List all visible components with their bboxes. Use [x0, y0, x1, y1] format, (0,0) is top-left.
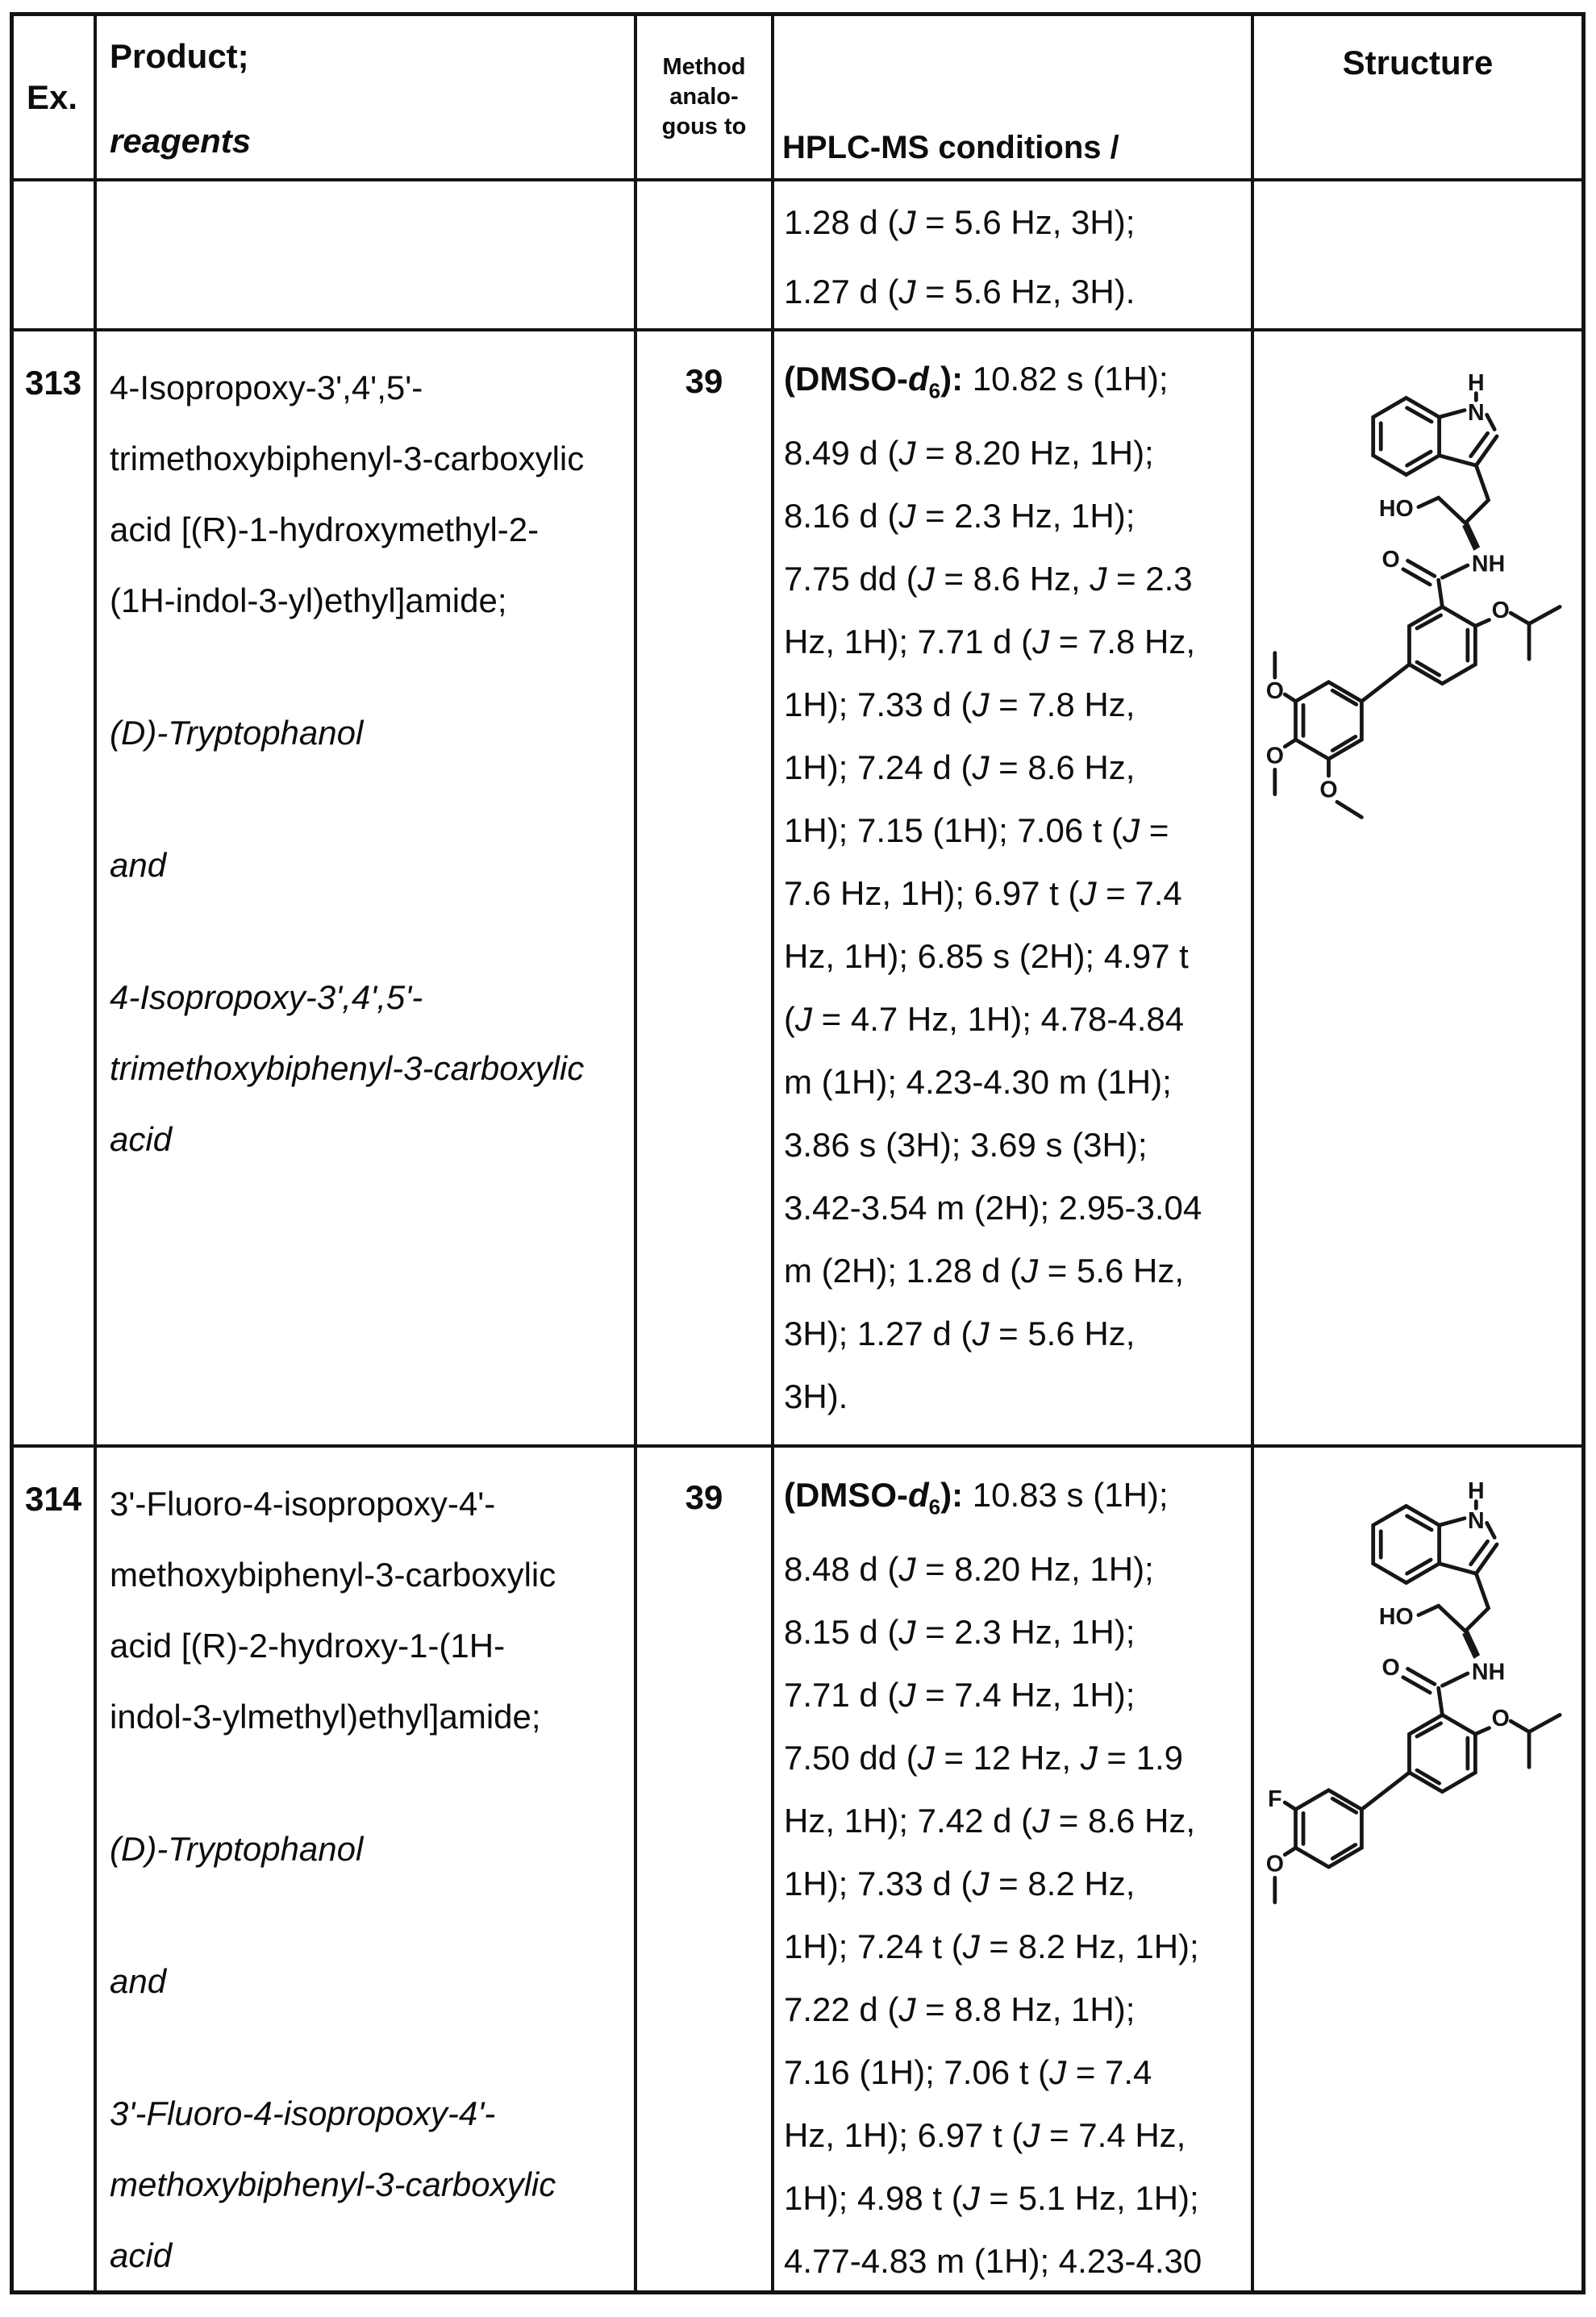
- continuation-structure-cell: [1254, 181, 1581, 331]
- structure-cell-313: [1254, 331, 1581, 1448]
- stereo-wedge-bond: [1462, 1631, 1480, 1659]
- column-header-product-title: Product;: [110, 37, 249, 75]
- continuation-ex-cell: [14, 181, 97, 331]
- chemical-structure-drawing-314: [1256, 1464, 1578, 1948]
- atom-label-fluoro: F: [1268, 1786, 1282, 1812]
- atom-label-methoxy-o: O: [1265, 1851, 1284, 1877]
- column-header-ex-label: Ex.: [27, 77, 78, 116]
- example-number-314: [14, 1448, 97, 2290]
- structure-cell-314: [1254, 1448, 1581, 2290]
- bond-lines: [1275, 394, 1560, 818]
- method-number-label: 39: [685, 1478, 723, 1516]
- atom-label-ether-o: O: [1491, 1705, 1510, 1731]
- example-number-313: [14, 331, 97, 1448]
- product-cell-314: [97, 1448, 637, 2290]
- atom-label-amide-nh: NH: [1471, 551, 1506, 577]
- column-header-hplc-nmr-label: HPLC-MS conditions /: [782, 130, 1119, 165]
- continuation-nmr-cell: 1.28 d (J = 5.6 Hz, 3H); 1.27 d (J = 5.6 Hz, 3H).: [774, 181, 1254, 331]
- method-number-label: 39: [685, 362, 723, 400]
- column-header-method-label: Method analo- gous to: [661, 54, 747, 140]
- atom-label-methoxy3-o: O: [1319, 777, 1338, 803]
- nmr-cell-313: $(DMSO-d_6)$: 10.82 s (1H); 8.49 d (J = 8.20 Hz, 1H); 8.16 d (J = 2.3 Hz, 1H); 7.75 dd (J = 8.6 Hz, J = 2.3 Hz, 1H); 7.71 d (J = 7.8 Hz, 1H); 7.33 d (J = 7.8 Hz, 1H); 7.24 d (J = 8.6 Hz, 1H); 7.15 (1H); 7.06 t (J = 7.6 Hz, 1H); 6.97 t (J = 7.4 Hz, 1H); 6.85 s (2H); 4.97 t (J = 4.7 Hz, 1H); 4.78-4.84 m (1H); 4.23-4.30 m (1H); 3.86 s (3H); 3.69 s (3H); 3.42-3.54 m (2H); 2.95-3.04 m (2H); 1.28 d (J = 5.6 Hz, 3H); 1.27 d (J = 5.6 Hz, 3H).: [774, 331, 1254, 1448]
- atom-label-indole-n: N: [1468, 400, 1485, 426]
- reagent-1: (D)-Tryptophanol: [110, 714, 364, 752]
- atom-label-indole-h: H: [1468, 1477, 1485, 1504]
- atom-label-amide-nh: NH: [1471, 1659, 1506, 1686]
- column-header-method: [637, 16, 774, 181]
- example-number-label: 314: [25, 1480, 82, 1518]
- product-name: 4-Isopropoxy-3',4',5'- trimethoxybiphenyl-3-carboxylic acid [(R)-1-hydroxymethyl-2- (1H-indol-3-yl)ethyl]amide;: [110, 369, 585, 619]
- atom-label-methoxy1-o: O: [1265, 677, 1284, 704]
- atom-label-hydroxyl: HO: [1378, 496, 1414, 523]
- compound-table: [10, 12, 1586, 2294]
- atom-label-hydroxyl: HO: [1378, 1604, 1414, 1631]
- column-header-product: [97, 16, 637, 181]
- product-cell-313: [97, 331, 637, 1448]
- atom-label-carbonyl-o: O: [1381, 546, 1400, 573]
- chemical-structure-drawing-313: [1256, 348, 1578, 848]
- reagent-1: (D)-Tryptophanol: [110, 1830, 364, 1868]
- atom-label-indole-h: H: [1468, 369, 1485, 396]
- atom-label-indole-n: N: [1468, 1508, 1485, 1534]
- column-header-structure: [1254, 16, 1581, 181]
- atom-label-carbonyl-o: O: [1381, 1654, 1400, 1681]
- reagent-2: 3'-Fluoro-4-isopropoxy-4'- methoxybiphenyl-3-carboxylic acid: [110, 2094, 556, 2274]
- method-cell-314: [637, 1448, 774, 2290]
- product-name: 3'-Fluoro-4-isopropoxy-4'- methoxybiphenyl-3-carboxylic acid [(R)-2-hydroxy-1-(1H- indol-3-ylmethyl)ethyl]amide;: [110, 1485, 556, 1736]
- stereo-wedge-bond: [1462, 523, 1480, 551]
- column-header-reagents: reagents: [110, 122, 252, 160]
- bond-lines: [1275, 1502, 1560, 1902]
- reagent-connector: and: [110, 1962, 167, 2000]
- reagent-2: 4-Isopropoxy-3',4',5'- trimethoxybiphenyl-3-carboxylic acid: [110, 978, 585, 1158]
- continuation-method-cell: [637, 181, 774, 331]
- column-header-ex: [14, 16, 97, 181]
- continuation-product-cell: [97, 181, 637, 331]
- example-number-label: 313: [25, 364, 82, 402]
- method-cell-313: [637, 331, 774, 1448]
- column-header-structure-label: Structure: [1342, 44, 1494, 81]
- atom-label-methoxy2-o: O: [1265, 743, 1284, 769]
- column-header-hplc-nmr: [774, 16, 1254, 181]
- nmr-cell-314: $(DMSO-d_6)$: 10.83 s (1H); 8.48 d (J = 8.20 Hz, 1H); 8.15 d (J = 2.3 Hz, 1H); 7.71 d (J = 7.4 Hz, 1H); 7.50 dd (J = 12 Hz, J = 1.9 Hz, 1H); 7.42 d (J = 8.6 Hz, 1H); 7.33 d (J = 8.2 Hz, 1H); 7.24 t (J = 8.2 Hz, 1H); 7.22 d (J = 8.8 Hz, 1H); 7.16 (1H); 7.06 t (J = 7.4 Hz, 1H); 6.97 t (J = 7.4 Hz, 1H); 4.98 t (J = 5.1 Hz, 1H); 4.77-4.83 m (1H); 4.23-4.30: [774, 1448, 1254, 2290]
- reagent-connector: and: [110, 846, 167, 884]
- atom-label-ether-o: O: [1491, 597, 1510, 623]
